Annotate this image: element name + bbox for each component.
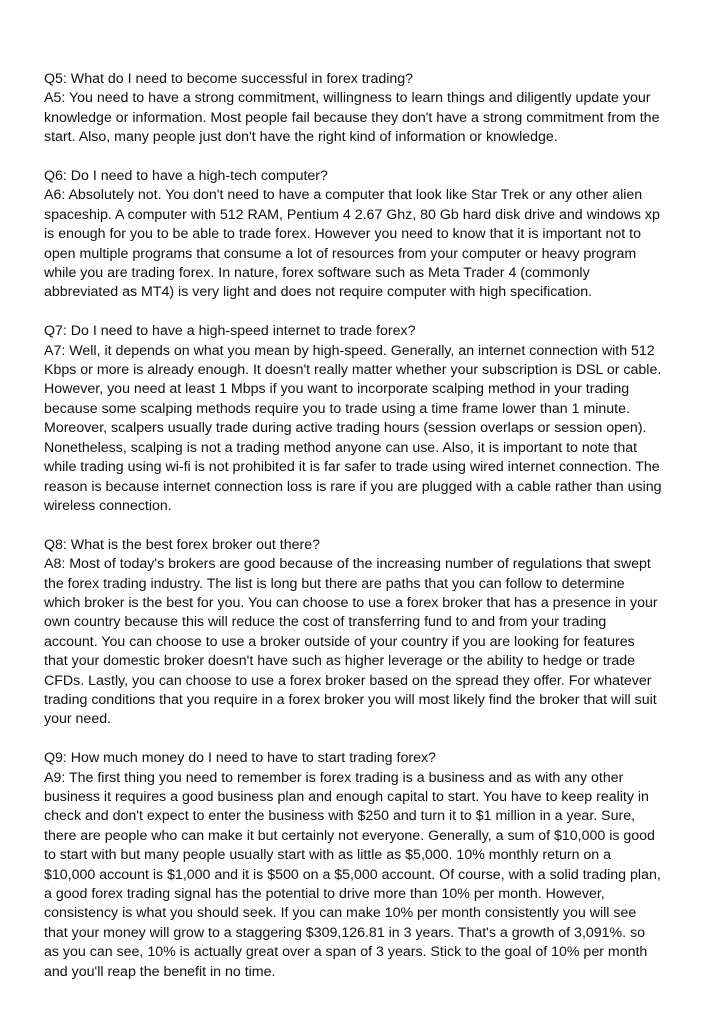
- question-q7: Q7: Do I need to have a high-speed internet to trade forex?: [44, 323, 416, 340]
- answer-line: that your money will grow to a staggering $309,126.81 in 3 years. That's a growth of 3,091%. so: [44, 924, 646, 941]
- answer-line: and you'll reap the benefit in no time.: [44, 963, 276, 980]
- answer-line: $10,000 account is $1,000 and it is $500 on a $5,000 account. Of course, with a solid trading plan,: [44, 866, 661, 883]
- answer-line: reason is because internet connection loss is rare if you are plugged with a cable rather than using: [44, 478, 662, 495]
- answer-line: is enough for you to be able to trade forex. However you need to know that it is important not to: [44, 226, 642, 243]
- faq-item-q6: [44, 167, 694, 303]
- answer-line: Moreover, scalpers usually trade during active trading hours (session overlaps or session open).: [44, 420, 647, 437]
- answer-line: own country because this will reduce the cost of transferring fund to and from your trading: [44, 614, 607, 631]
- answer-line: while trading using wi-fi is not prohibited it is far safer to trade using wired internet connection. The: [44, 459, 660, 476]
- answer-line: a good forex trading signal has the potential to drive more than 10% per month. However,: [44, 886, 605, 902]
- faq-item-q8: [44, 536, 694, 730]
- answer-line: abbreviated as MT4) is very light and does not require computer with high specification.: [44, 284, 593, 301]
- answer-line: business it requires a good business plan and enough capital to start. You have to keep reality in: [44, 788, 649, 805]
- answer-line: that your domestic broker doesn't have such as higher leverage or the ability to hedge or trade: [44, 653, 636, 670]
- question-q5: Q5: What do I need to become successful in forex trading?: [44, 71, 414, 87]
- answer-line: because some scalping methods require you to trade using a time frame lower than 1 minute.: [44, 400, 630, 417]
- answer-line: However, you need at least 1 Mbps if you want to incorporate scalping method in your trading: [44, 381, 630, 398]
- answer-line: check and don't expect to enter the business with $250 and turn it to $1 million in a year. Sure,: [44, 808, 636, 825]
- answer-line: your need.: [44, 711, 112, 728]
- answer-line: which broker is the best for you. You can choose to use a forex broker that has a presence in your: [44, 594, 658, 611]
- answer-line: Nonetheless, scalping is not a trading method anyone can use. Also, it is important to note that: [44, 439, 638, 456]
- answer-line: trading conditions that you require in a forex broker you will most likely find the broker that will suit: [44, 691, 657, 708]
- question-q8: Q8: What is the best forex broker out there?: [44, 536, 321, 553]
- answer-line: there are people who can make it but certainly not everyone. Generally, a sum of $10,000 is good: [44, 827, 655, 844]
- answer-line: A6: Absolutely not. You don't need to have a computer that look like Star Trek or any other alien: [44, 187, 643, 204]
- answer-line: A8: Most of today's brokers are good because of the increasing number of regulations that swept: [44, 556, 651, 573]
- answer-line: while you are trading forex. In nature, forex software such as Meta Trader 4 (commonly: [44, 265, 590, 282]
- answer-line: A5: You need to have a strong commitment, willingness to learn things and diligently update your: [44, 90, 651, 107]
- answer-line: consistency is what you should seek. If you can make 10% per month consistently you will see: [44, 905, 637, 922]
- answer-line: start. Also, many people just don't have the right kind of information or knowledge.: [44, 129, 558, 146]
- question-q6: Q6: Do I need to have a high-tech computer?: [44, 168, 328, 185]
- answer-line: to start with but many people usually start with as little as $5,000. 10% monthly return on a: [44, 847, 612, 864]
- answer-line: A9: The first thing you need to remember is forex trading is a business and as with any other: [44, 769, 624, 786]
- answer-line: the forex trading industry. The list is long but there are paths that you can follow to determine: [44, 575, 625, 592]
- answer-line: wireless connection.: [44, 497, 172, 514]
- answer-line: open multiple programs that consume a lot of resources from your computer or heavy program: [44, 245, 637, 262]
- answer-line: knowledge or information. Most people fail because they don't have a strong commitment from the: [44, 109, 660, 126]
- answer-line: account. You can choose to use a broker outside of your country if you are looking for features: [44, 633, 635, 650]
- answer-line: Kbps or more is already enough. It doesn't really matter whether your subscription is DSL or cable.: [44, 362, 662, 379]
- answer-line: A7: Well, it depends on what you mean by high-speed. Generally, an internet connection with 512: [44, 342, 655, 359]
- question-q9: Q9: How much money do I need to have to start trading forex?: [44, 750, 436, 767]
- document-page: [44, 70, 694, 1001]
- answer-line: as you can see, 10% is actually great over a span of 3 years. Stick to the goal of 10% per month: [44, 944, 648, 961]
- answer-line: CFDs. Lastly, you can choose to use a forex broker based on the spread they offer. For whatever: [44, 672, 652, 689]
- answer-line: spaceship. A computer with 512 RAM, Pentium 4 2.67 Ghz, 80 Gb hard disk drive and windows xp: [44, 206, 660, 223]
- faq-item-q5: [44, 70, 694, 148]
- faq-item-q7: [44, 322, 694, 516]
- faq-item-q9: [44, 749, 694, 982]
